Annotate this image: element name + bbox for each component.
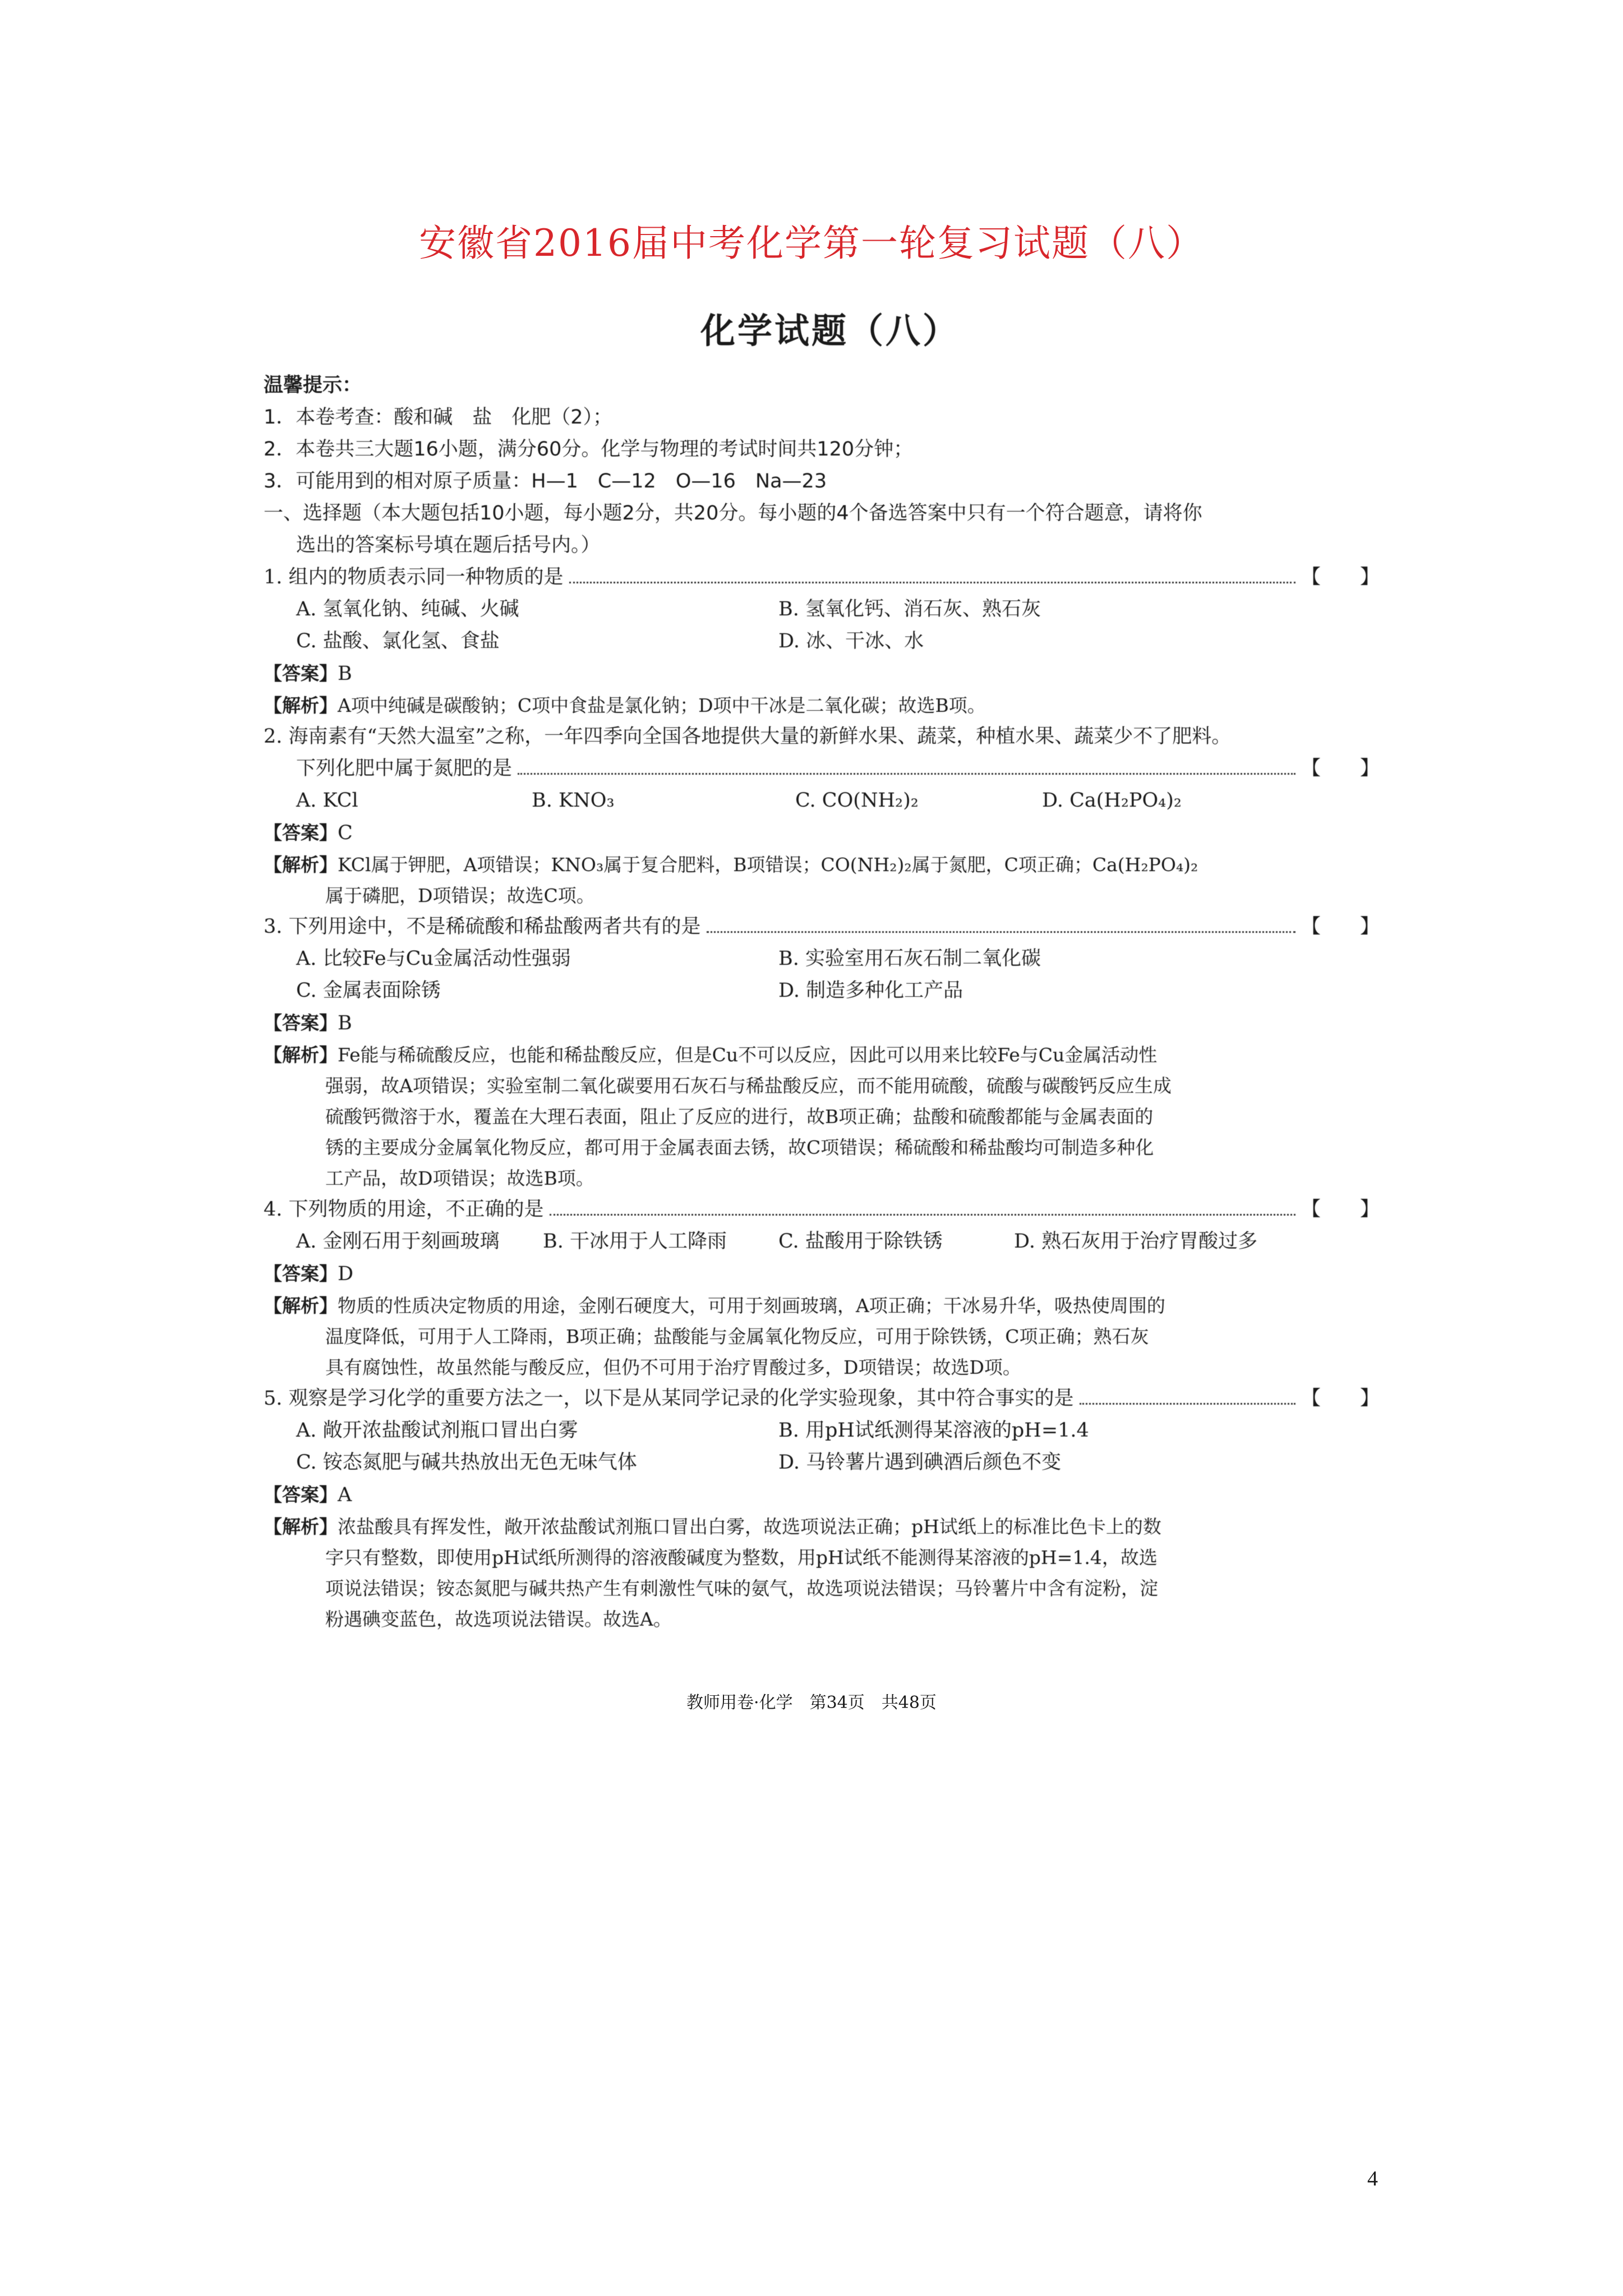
question-2-options [264,785,1374,817]
question-4-explanation-cont: 具有腐蚀性，故虽然能与酸反应，但仍不可用于治疗胃酸过多，D项错误；故选D项。 [325,1356,1021,1378]
question-4-explanation [264,1290,1374,1321]
scanned-exam-page [264,303,1380,1717]
answer-bracket: 【 】 [1301,1198,1380,1221]
leader-dots [518,773,1295,775]
question-4-stem [264,1194,1380,1226]
option-a: A. KCl [296,789,358,812]
answer-tag: 【答案】 [264,1484,338,1506]
question-1-stem [264,562,1380,593]
option-d: D. Ca(H₂PO₄)₂ [1042,789,1182,812]
question-2-stem-line-1: 2. 海南素有“天然大温室”之称，一年四季向全国各地提供大量的新鲜水果、蔬菜，种植水果、蔬菜少不了肥料。 [264,725,1232,748]
page-footer: 教师用卷·化学 第34页 共48页 [686,1693,937,1713]
option-b: B. 干冰用于人工降雨 [543,1230,727,1253]
question-5-explanation-cont: 粉遇碘变蓝色，故选项说法错误。故选A。 [325,1608,672,1630]
question-3-explanation [264,1039,1374,1070]
question-3-explanation-cont: 强弱，故A项错误；实验室制二氧化碳要用石灰石与稀盐酸反应，而不能用硫酸，硫酸与碳酸钙反应生成 [325,1075,1172,1097]
option-c: C. 铵态氮肥与碱共热放出无色无味气体 [296,1451,637,1474]
option-a: A. 氢氧化钠、纯碱、火碱 [296,598,519,620]
tip-item: 3．可能用到的相对原子质量：H—1 C—12 O—16 Na—23 [264,470,827,493]
leader-dots [707,931,1295,933]
document-title: 化学试题（八） [700,310,960,351]
question-text: 下列化肥中属于氮肥的是 [296,757,513,780]
explain-tag: 【解析】 [264,1295,338,1317]
answer-value: B [338,1012,352,1034]
explain-tag: 【解析】 [264,1516,338,1538]
question-1-explanation [264,690,1374,721]
answer-tag: 【答案】 [264,822,338,844]
question-2-stem [264,753,1380,785]
section-heading: 一、选择题（本大题包括10小题，每小题2分，共20分。每小题的4个备选答案中只有一个符合题意，请将你 [264,502,1202,524]
question-2-explanation-cont: 属于磷肥，D项错误；故选C项。 [325,885,595,907]
question-5-explanation-cont: 字只有整数，即使用pH试纸所测得的溶液酸碱度为整数，用pH试纸不能测得某溶液的pH=1.4，故选 [325,1547,1158,1568]
question-5-stem [264,1383,1380,1415]
question-5-options-row-2 [264,1447,1374,1479]
answer-value: D [338,1263,354,1285]
tips-heading: 温馨提示： [264,374,362,397]
question-3-options-row-1 [264,943,1374,975]
question-4-explanation-cont: 温度降低，可用于人工降雨，B项正确；盐酸能与金属氧化物反应，可用于除铁锈，C项正确；熟石灰 [325,1326,1149,1347]
page-title: 安徽省2016届中考化学第一轮复习试题（八） [419,222,1204,265]
question-1-answer [264,657,1374,690]
page-number: 4 [1367,2167,1378,2191]
option-c: C. 盐酸、氯化氢、食盐 [296,630,500,652]
option-a: A. 金刚石用于刻画玻璃 [296,1230,500,1253]
question-5-options-row-1 [264,1415,1374,1447]
explain-tag: 【解析】 [264,854,338,876]
option-b: B. 氢氧化钙、消石灰、熟石灰 [778,598,1041,620]
section-heading-cont: 选出的答案标号填在题后括号内。） [296,534,601,556]
option-b: B. KNO₃ [532,789,615,812]
tip-item: 1．本卷考查：酸和碱 盐 化肥（2）； [264,406,613,429]
leader-dots [550,1214,1295,1216]
option-c: C. 金属表面除锈 [296,979,441,1002]
option-c: C. 盐酸用于除铁锈 [778,1230,943,1253]
option-b: B. 用pH试纸测得某溶液的pH=1.4 [778,1419,1089,1442]
tip-item: 2．本卷共三大题16小题，满分60分。化学与物理的考试时间共120分钟； [264,438,914,461]
explanation-text: Fe能与稀硫酸反应，也能和稀盐酸反应，但是Cu不可以反应，因此可以用来比较Fe与Cu金属活动性 [338,1044,1158,1066]
question-text: 3. 下列用途中，不是稀硫酸和稀盐酸两者共有的是 [264,915,701,938]
question-3-stem [264,911,1380,943]
question-3-options-row-2 [264,975,1374,1007]
leader-dots [569,582,1295,583]
question-5-explanation [264,1511,1374,1542]
answer-bracket: 【 】 [1301,915,1380,938]
question-1-options-row-2 [264,625,1374,657]
option-c: C. CO(NH₂)₂ [795,789,919,812]
question-2-answer [264,817,1374,849]
answer-bracket: 【 】 [1301,1387,1380,1410]
option-d: D. 熟石灰用于治疗胃酸过多 [1014,1230,1258,1253]
option-a: A. 比较Fe与Cu金属活动性强弱 [296,947,571,970]
answer-value: A [338,1484,352,1506]
question-3-explanation-cont: 工产品，故D项错误；故选B项。 [325,1167,594,1189]
explain-tag: 【解析】 [264,1044,338,1066]
question-3-answer [264,1007,1374,1039]
answer-value: B [338,662,352,685]
explanation-text: 物质的性质决定物质的用途，金刚石硬度大，可用于刻画玻璃，A项正确；干冰易升华，吸热使周围的 [338,1295,1165,1317]
answer-bracket: 【 】 [1301,757,1380,780]
explanation-text: KCl属于钾肥，A项错误；KNO₃属于复合肥料，B项错误；CO(NH₂)₂属于氮肥，C项正确；Ca(H₂PO₄)₂ [338,854,1198,876]
option-b: B. 实验室用石灰石制二氧化碳 [778,947,1041,970]
option-d: D. 马铃薯片遇到碘酒后颜色不变 [778,1451,1062,1474]
explanation-text: A项中纯碱是碳酸钠；C项中食盐是氯化钠；D项中干冰是二氧化碳；故选B项。 [338,694,986,716]
answer-tag: 【答案】 [264,662,338,684]
leader-dots [1080,1403,1295,1405]
question-1-options-row-1 [264,593,1374,625]
answer-bracket: 【 】 [1301,566,1380,588]
answer-tag: 【答案】 [264,1012,338,1034]
answer-tag: 【答案】 [264,1263,338,1285]
question-2-explanation [264,849,1374,880]
answer-value: C [338,822,353,844]
option-a: A. 敞开浓盐酸试剂瓶口冒出白雾 [296,1419,578,1442]
question-5-explanation-cont: 项说法错误；铵态氮肥与碱共热产生有刺激性气味的氨气，故选项说法错误；马铃薯片中含有淀粉，淀 [325,1577,1158,1599]
question-text: 5. 观察是学习化学的重要方法之一，以下是从某同学记录的化学实验现象，其中符合事实的是 [264,1387,1074,1410]
question-4-answer [264,1258,1374,1290]
question-3-explanation-cont: 锈的主要成分金属氧化物反应，都可用于金属表面去锈，故C项错误；稀硫酸和稀盐酸均可制造多种化 [325,1137,1154,1158]
question-5-answer [264,1479,1374,1511]
option-d: D. 冰、干冰、水 [778,630,924,652]
question-4-options [264,1226,1374,1258]
question-3-explanation-cont: 硫酸钙微溶于水，覆盖在大理石表面，阻止了反应的进行，故B项正确；盐酸和硫酸都能与金属表面的 [325,1106,1154,1128]
explanation-text: 浓盐酸具有挥发性，敞开浓盐酸试剂瓶口冒出白雾，故选项说法正确；pH试纸上的标准比色卡上的数 [338,1516,1161,1538]
explain-tag: 【解析】 [264,694,338,716]
question-text: 1. 组内的物质表示同一种物质的是 [264,566,564,588]
option-d: D. 制造多种化工产品 [778,979,963,1002]
question-text: 4. 下列物质的用途，不正确的是 [264,1198,544,1221]
